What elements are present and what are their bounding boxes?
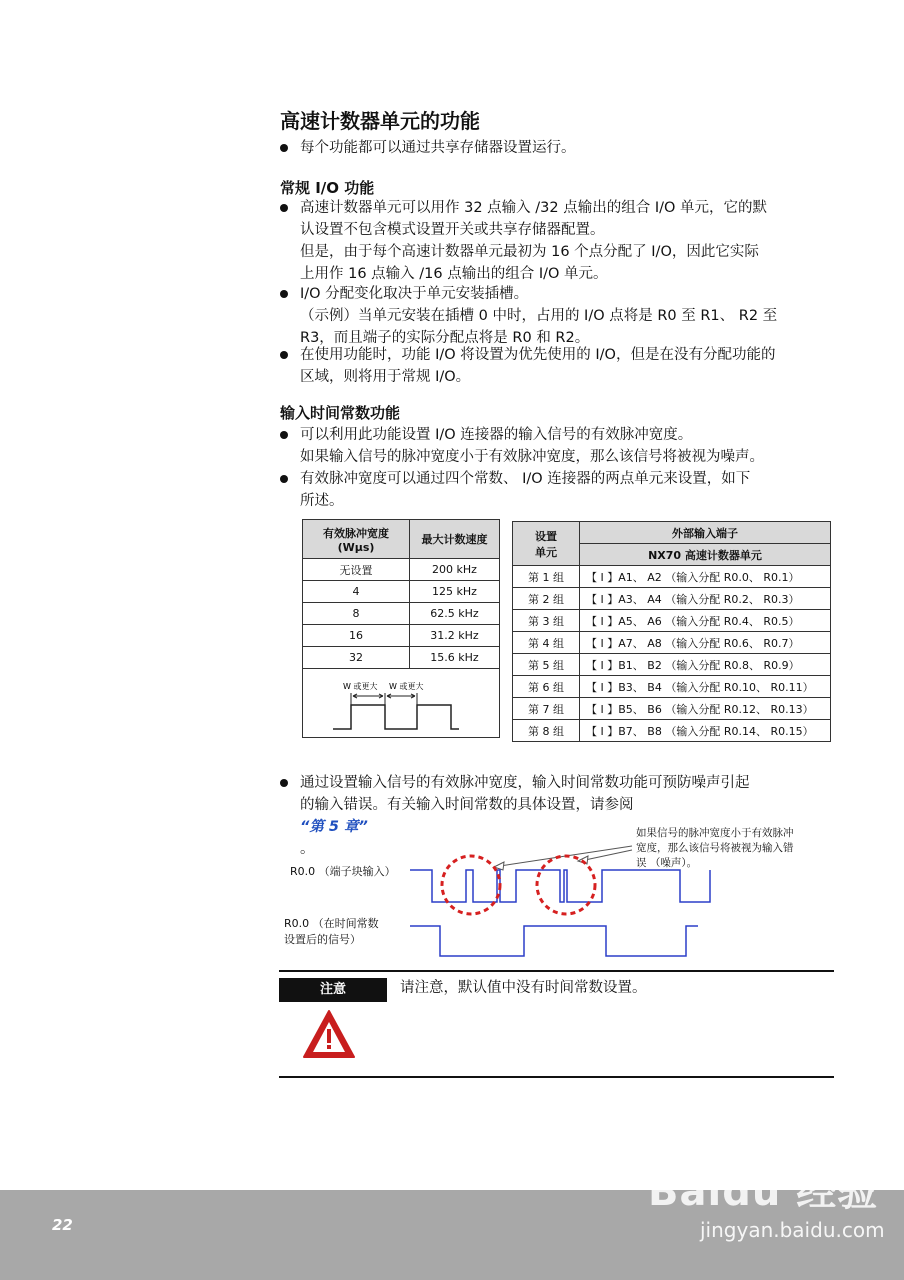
note-arrow-2 xyxy=(585,850,632,860)
table-row: 第 7 组 【 I 】B5、 B6 （输入分配 R0.12、 R0.13） xyxy=(513,698,831,720)
table-row: 第 5 组 【 I 】B1、 B2 （输入分配 R0.8、 R0.9） xyxy=(513,654,831,676)
terminal-input-signal xyxy=(410,870,710,902)
noise-note-1: 如果信号的脉冲宽度小于有效脉冲 xyxy=(636,827,794,839)
table-row: 第 1 组 【 I 】A1、 A2 （输入分配 R0.0、 R0.1） xyxy=(513,566,831,588)
signal-label-filtered-2: 设置后的信号） xyxy=(284,933,361,946)
caution-top-rule xyxy=(279,970,834,972)
bullet-io-3: 在使用功能时，功能 I/O 将设置为优先使用的 I/O，但是在没有分配功能的 区域，则将用于常规 I/O。 xyxy=(280,344,775,388)
pulse-width-diagram xyxy=(303,669,499,737)
table-row: 第 6 组 【 I 】B3、 B4 （输入分配 R0.10、 R0.11） xyxy=(513,676,831,698)
warning-icon xyxy=(302,1008,356,1060)
noise-note-2: 宽度，那么该信号将被视为输入错 xyxy=(636,842,794,854)
table-row: 4 125 kHz xyxy=(303,581,500,603)
caution-text: 请注意，默认值中没有时间常数设置。 xyxy=(400,980,647,996)
bullet-tc-2: 有效脉冲宽度可以通过四个常数、 I/O 连接器的两点单元来设置，如下 所述。 xyxy=(280,468,750,512)
signal-label-filtered-1: R0.0 （在时间常数 xyxy=(284,917,379,930)
pulse-width-table: 有效脉冲宽度 (Wμs) 最大计数速度 无设置 200 kHz 4 125 kHz 8 62.5 kHz 16 31.2 kHz 32 15.6 kHz W 或更大 W 或更大 xyxy=(302,519,500,738)
signal-label-terminal: R0.0 （端子块输入） xyxy=(290,865,396,878)
watermark-brand: Baidu 经验 xyxy=(648,1169,879,1215)
bullet-tc-1: 可以利用此功能设置 I/O 连接器的输入信号的有效脉冲宽度。 如果输入信号的脉冲宽度小于有效脉冲宽度，那么该信号将被视为噪声。 xyxy=(280,424,764,468)
noise-timing-diagram xyxy=(270,820,850,965)
page-title: 高速计数器单元的功能 xyxy=(280,109,480,133)
caution-label: 注意 xyxy=(279,978,387,1002)
table-row: 32 15.6 kHz xyxy=(303,647,500,669)
input-terminal-table: 设置 单元 外部输入端子 NX70 高速计数器单元 第 1 组 【 I 】A1、 A2 （输入分配 R0.0、 R0.1） 第 2 组 【 I 】A3、 A4 （输入分配 R0.2、 R0.3） 第 3 组 【 I 】A5、 A6 （输入分配 R0.4、 R0.5） 第 4 组 【 I 】A7、 A8 （输入分配 R0.6、 R0.7） 第 5 组 【 I 】B1、 B2 （输入分配 R0.8、 R0.9） 第 6 组 【 I 】B3、 B4 （输入分配 R0.10、 R0.11） 第 7 组 【 I 】B5、 B6 （输入分配 R0.12、 R0.13） 第 8 组 【 I 】B7、 B8 （输入分配 R0.14、 R0.15） xyxy=(512,521,831,742)
table-row: 8 62.5 kHz xyxy=(303,603,500,625)
svg-text:W 或更大: W 或更大 xyxy=(389,682,424,691)
table-row: 16 31.2 kHz xyxy=(303,625,500,647)
bullet-noise: 通过设置输入信号的有效脉冲宽度，输入时间常数功能可预防噪声引起 的输入错误。有关输入时间常数的具体设置，请参阅 “第 5 章” 。 xyxy=(280,772,750,860)
caution-bottom-rule xyxy=(279,1076,834,1078)
table-row: 无设置 200 kHz xyxy=(303,559,500,581)
chapter-5-link[interactable]: “第 5 章” xyxy=(300,819,368,835)
noise-note-3: 误 （噪声）。 xyxy=(636,857,698,869)
noise-circle-1 xyxy=(442,856,500,914)
table-row: 第 2 组 【 I 】A3、 A4 （输入分配 R0.2、 R0.3） xyxy=(513,588,831,610)
table-row: 第 4 组 【 I 】A7、 A8 （输入分配 R0.6、 R0.7） xyxy=(513,632,831,654)
table-row: 第 8 组 【 I 】B7、 B8 （输入分配 R0.14、 R0.15） xyxy=(513,720,831,742)
watermark-url: jingyan.baidu.com xyxy=(700,1218,885,1242)
filtered-signal xyxy=(410,926,698,956)
bullet-io-1: 高速计数器单元可以用作 32 点输入 /32 点输出的组合 I/O 单元，它的默 认设置不包含模式设置开关或共享存储器配置。 但是，由于每个高速计数器单元最初为 16 个点分配了 I/O，因此它实际 上用作 16 点输入 /16 点输出的组合 I/O 单元。 xyxy=(280,197,767,285)
pulse-diagram-cell xyxy=(303,669,500,738)
noise-circle-2 xyxy=(537,856,595,914)
svg-text:W 或更大: W 或更大 xyxy=(343,682,378,691)
section-heading-io: 常规 I/O 功能 xyxy=(280,179,375,197)
section-heading-time-constant: 输入时间常数功能 xyxy=(280,404,401,422)
bullet-io-2: I/O 分配变化取决于单元安装插槽。 （示例）当单元安装在插槽 0 中时，占用的 I/O 点将是 R0 至 R1、 R2 至 R3，而且端子的实际分配点将是 R0 和 R2。 xyxy=(280,283,777,349)
intro-bullet: 每个功能都可以通过共享存储器设置运行。 xyxy=(280,137,576,159)
table-row: 第 3 组 【 I 】A5、 A6 （输入分配 R0.4、 R0.5） xyxy=(513,610,831,632)
page-number: 22 xyxy=(52,1216,73,1234)
